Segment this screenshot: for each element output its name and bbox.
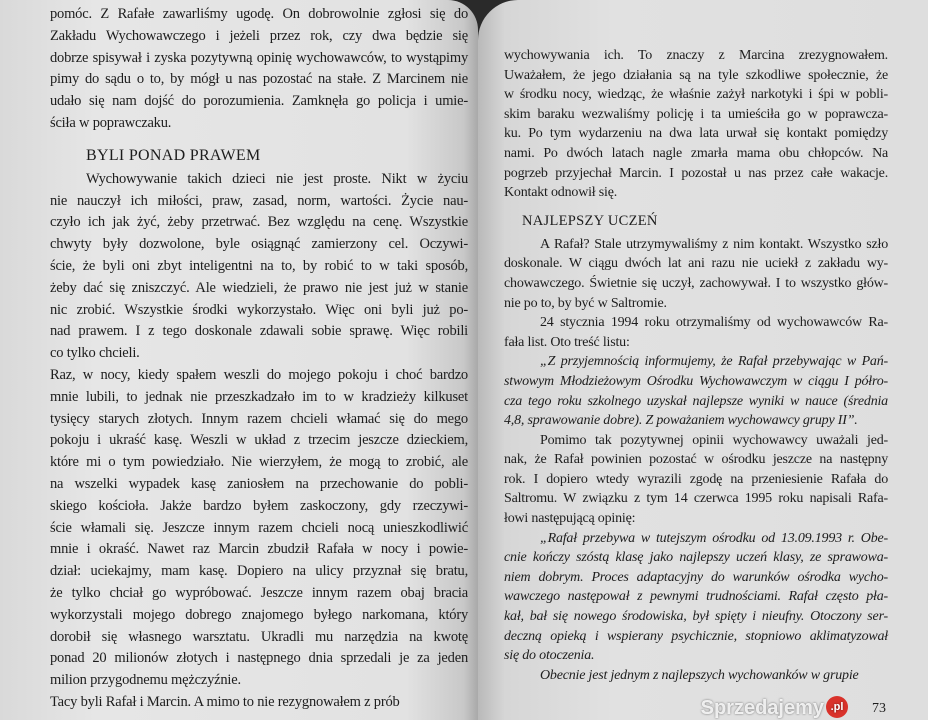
- text-line: nic zrobić. Wszystkie środki wykorzystało. Więc oni byli już po-: [50, 301, 468, 318]
- text-line: nami. Po dwóch latach nagle zmarła mama obu chłopców. Na: [504, 145, 888, 161]
- text-line: się do otoczenia.: [504, 648, 595, 664]
- text-line: że tylko chciał go wypróbować. Jeszcze innym razem obaj bracia: [50, 584, 468, 601]
- text-line: stwowym Młodzieżowym Ośrodku Wychowawczym w ciągu I półro-: [504, 373, 888, 389]
- text-line: co tylko chcieli.: [50, 345, 140, 362]
- watermark-logo: [701, 696, 848, 720]
- text-line: Saltromu. W związku z tym 14 czerwca 1995 roku napisali Rafa-: [504, 491, 888, 507]
- text-line: Tacy byli Rafał i Marcin. A mimo to nie rezygnowałem z prób: [50, 693, 400, 710]
- text-line: nad prawem. I z tego doskonale zdawali sobie sprawę. Więc robili: [50, 323, 468, 340]
- text-line: Pomimo tak pozytywnej opinii wychowawcy uważali jed-: [540, 432, 888, 448]
- text-line: nak, że Rafał powinien pozostać w ośrodku jeszcze na następny: [504, 452, 888, 468]
- watermark-text: Sprzedajemy: [700, 697, 824, 719]
- text-line: ku. Po tym wydarzeniu na dwa lata urwał się kontakt pomiędzy: [504, 126, 888, 142]
- left-page-text: [50, 4, 468, 714]
- text-line: mnie i okraść. Nawet raz Marcin zbudził Rafała w nocy i powie-: [50, 541, 468, 558]
- text-line: ście, że byli oni zbyt inteligentni na to, by robić to w taki sposób,: [50, 257, 468, 274]
- text-line: dorobił się własnego warsztatu. Ukradli mu narzędzia na kwotę: [50, 628, 468, 645]
- text-line: ście włamali się. Jeszcze innym razem chcieli nocą unieszkodliwić: [50, 519, 468, 536]
- section-heading-byli-ponad-prawem: BYLI PONAD PRAWEM: [86, 146, 261, 164]
- text-line: udało się nam dojść do porozumienia. Zamknęła go policja i umie-: [50, 93, 468, 110]
- text-line: wykorzystali mojego dobrego znajomego byłego narkomana, który: [50, 606, 468, 623]
- text-line: Wychowywanie takich dzieci nie jest proste. Nikt w życiu: [86, 170, 468, 187]
- text-line: Uważałem, że jego działania są na tyle szkodliwe społecznie, że: [504, 67, 888, 83]
- text-line: „Rafał przebywa w tutejszym ośrodku od 13.09.1993 r. Obe-: [540, 530, 888, 546]
- right-page-text: [504, 46, 888, 685]
- paragraph-intro: [50, 4, 468, 135]
- text-line: mnie lubili, to jednak nie przeszkadzało im to w kradzieży kilkuset: [50, 388, 468, 405]
- text-line: „Z przyjemnością informujemy, że Rafał przebywając w Pań-: [540, 354, 888, 370]
- text-line: pogrzeb przyjechał Marcin. I pozostał u nas przez całe wakacje.: [504, 165, 888, 181]
- text-line: ściła w poprawczaku.: [50, 114, 172, 131]
- text-line: milion przygodnemu mężczyźnie.: [50, 672, 241, 689]
- paragraph-body: [50, 169, 468, 714]
- text-line: łowi następującą opinię:: [504, 511, 636, 527]
- text-line: nie po to, by być w Saltromie.: [504, 295, 667, 311]
- paragraph-body: [504, 235, 888, 353]
- text-line: Raz, w nocy, kiedy spałem weszli do mojego pokoju i choć bardzo: [50, 366, 468, 383]
- text-line: dobrze spisywał i zyska pozytywną opinię wychowawców, to wystąpimy: [50, 49, 468, 66]
- text-line: skim baraku wezwaliśmy policję i ta umieściła go w poprawcza-: [504, 106, 888, 122]
- right-page: [478, 0, 928, 720]
- text-line: pomóc. Z Rafałe zawarliśmy ugodę. On dobrowolnie zgłosi się do: [50, 6, 468, 22]
- text-line: tysięcy starych złotych. Innym razem chcieli włamać się do mego: [50, 410, 468, 427]
- text-line: wawczego następował z pewnymi trudnościami. Rafał często pła-: [504, 589, 888, 605]
- text-line: Kontakt odnowił się.: [504, 185, 618, 201]
- text-line: czyło ich jak żyć, żeby przetrwać. Bez względu na cenę. Wszystkie: [50, 214, 468, 231]
- text-line: na wszelki wypadek kasę zaniosłem na przechowanie do pobli-: [50, 475, 468, 492]
- text-line: 24 stycznia 1994 roku otrzymaliśmy od wychowawców Ra-: [540, 315, 888, 331]
- text-line: żeby dać się zniszczyć. Ale wiedzieli, że prawo nie jest już w stanie: [50, 279, 468, 296]
- text-line: w środku nocy, wiedząc, że właśnie zażył narkotyki i śpi w pobli-: [504, 87, 888, 103]
- text-line: chowawczego. Świetnie się uczył, zachowywał. I to wszystko głów-: [504, 275, 888, 291]
- text-line: które mi o tym powiedziało. Nie wierzyłem, że mogą to zrobić, ale: [50, 454, 468, 471]
- text-line: doskonale. W ciągu dwóch lat ani razu nie uciekł z zakładu wy-: [504, 256, 888, 272]
- paragraph-mid: [504, 431, 888, 529]
- text-line: fała list. Oto treść listu:: [504, 334, 630, 350]
- text-line: nie nauczył ich miłości, praw, zasad, norm, wartości. Życie nau-: [50, 192, 468, 209]
- paragraph-intro: [504, 46, 888, 203]
- text-line: niem dobrym. Proces adaptacyjny do warunków ośrodka wycho-: [504, 569, 888, 585]
- text-line: skiego kościoła. Jakże bardzo byłem zaskoczony, gdy rzeczywi-: [50, 497, 468, 514]
- text-line: cza tego roku szkolnego uzyskał najlepsze wyniki w nauce (średnia: [504, 393, 888, 409]
- text-line: dział: uciekajmy, mam kasę. Dopiero na ulicy przyznał się bratu,: [50, 563, 468, 580]
- text-line: kał, bał się nowego środowiska, był spięty i nieufny. Otoczony ser-: [504, 609, 888, 625]
- text-line: pokoju i ukraść kasę. Weszli w układ z trzecim jeszcze dzieckiem,: [50, 432, 468, 449]
- text-line: cnie kończy szóstą klasę jako najlepszy uczeń klasy, ze sprawowa-: [504, 550, 888, 566]
- text-line: Zakładu Wychowawczego i jeżeli przez rok, czy dwa będzie się: [50, 27, 468, 44]
- text-line: wychowywania ich. To znaczy z Marcina zrezygnowałem.: [504, 48, 888, 63]
- text-line: 4,8, sprawowanie dobre). Z poważaniem wychowawcy grupy II”.: [504, 413, 858, 429]
- section-heading-najlepszy-uczen: NAJLEPSZY UCZEŃ: [522, 212, 658, 229]
- text-line: pimy do sądu o to, by mógł u nas pozostać na stałe. Z Marcinem nie: [50, 71, 468, 88]
- quoted-letter-2: [504, 529, 888, 686]
- text-line: ponad 20 milionów złotych i następnego dnia sprzedali je za jeden: [50, 650, 468, 667]
- text-line: deczną opieką i wspierany psychicznie, stopniowo aklimatyzował: [504, 628, 888, 644]
- text-line: A Rafał? Stale utrzymywaliśmy z nim kontakt. Wszystko szło: [540, 236, 888, 252]
- watermark-badge: .pl: [826, 696, 848, 718]
- text-line: Obecnie jest jednym z najlepszych wychowanków w grupie: [540, 667, 859, 683]
- text-line: rok. I dopiero wtedy wyrazili zgodę na przeniesienie Rafała do: [504, 471, 888, 487]
- quoted-letter-1: [504, 352, 888, 430]
- page-number: 73: [872, 701, 886, 716]
- text-line: chwyty były dozwolone, byle osiągnąć zamierzony cel. Oczywi-: [50, 236, 468, 253]
